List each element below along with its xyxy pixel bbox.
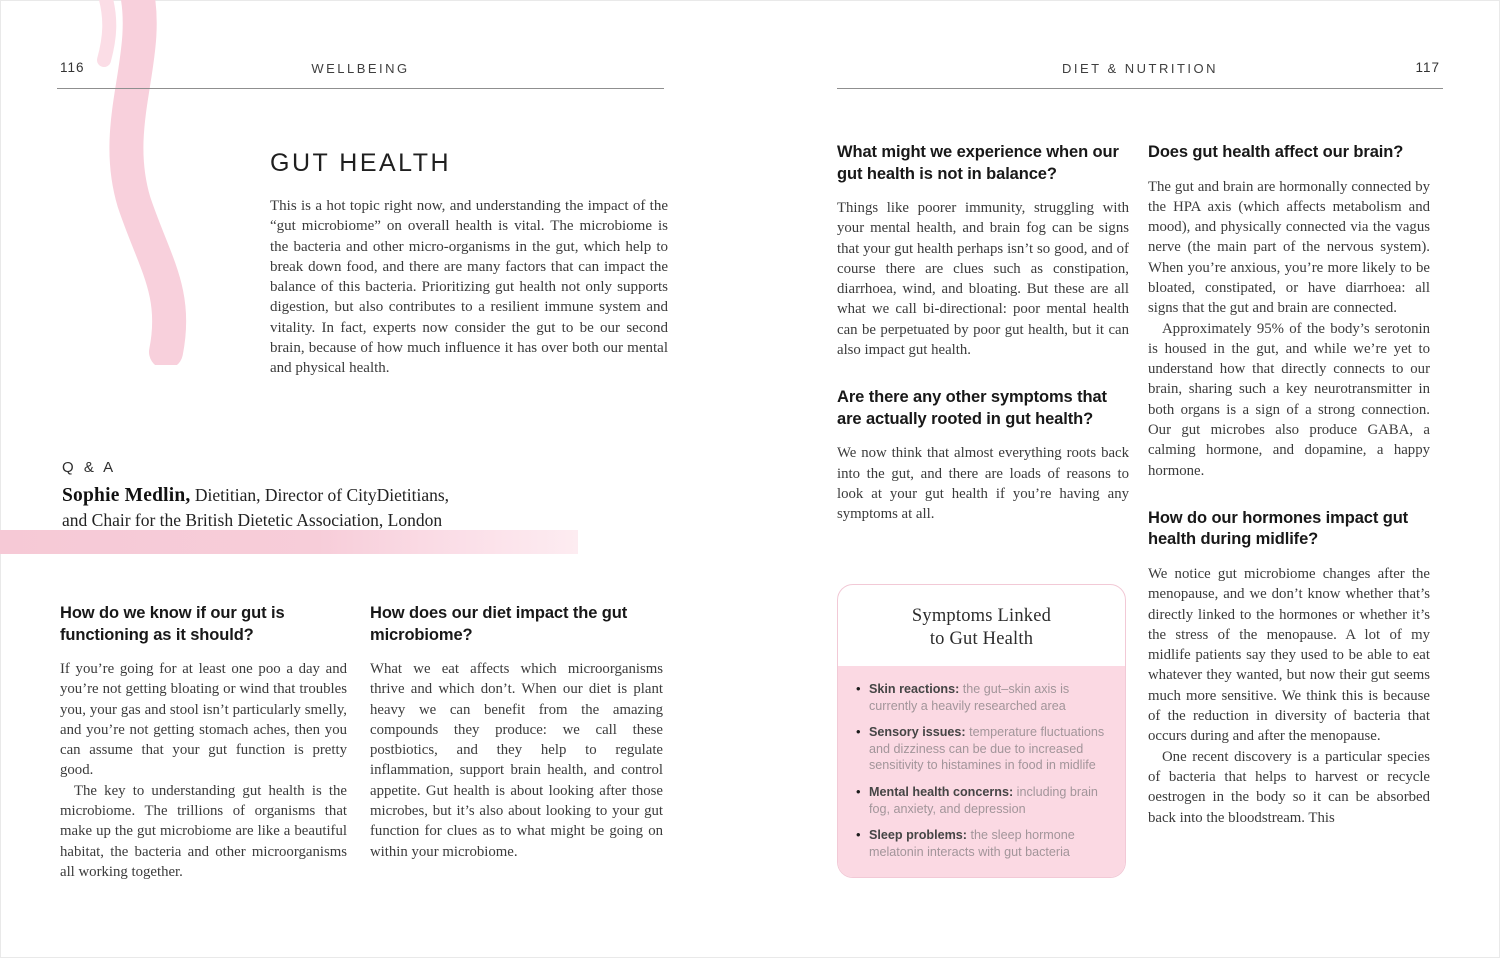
left-section-title: WELLBEING <box>311 61 410 76</box>
symptom-label: Sleep problems: <box>869 828 967 843</box>
right-column-2 <box>1148 142 1430 828</box>
symptom-text: temperature fluctuations and dizziness can be due to increased sensitivity to histamines in food in midlife <box>869 725 1105 773</box>
right-page-number: 117 <box>1415 60 1440 75</box>
question-heading: How do we know if our gut is functioning as it should? <box>60 604 285 644</box>
symptom-text: the gut–skin axis is currently a heavily researched area <box>869 682 1070 713</box>
author-role-continued: and Chair for the British Dietetic Association, London <box>62 510 443 530</box>
author-line <box>62 483 622 508</box>
right-section-title: DIET & NUTRITION <box>1061 61 1219 76</box>
answer-paragraph: Things like poorer immunity, struggling with your mental health, and brain fog can be signs that your gut health perhaps isn’t so good, and of course there are clues such as constipation, diarrhoea, wind, and bloating. But these are all what we call bi-directional: poor mental health can be perpetuated by poor gut health, but it can also impact gut health. <box>837 200 1129 359</box>
qa-block <box>62 459 622 533</box>
right-column-1 <box>837 142 1129 525</box>
symptoms-card-body <box>838 666 1125 877</box>
left-page-number: 116 <box>60 60 85 75</box>
answer-paragraph: One recent discovery is a particular species of bacteria that helps to harvest or recycle oestrogen in the body so it can be absorbed back into the bloodstream. This <box>1148 748 1430 826</box>
symptoms-card <box>837 584 1126 878</box>
question-heading: How does our diet impact the gut microbiome? <box>370 604 628 644</box>
left-column-1 <box>60 603 347 882</box>
symptom-label: Sensory issues: <box>869 725 966 740</box>
author-role: Dietitian, Director of CityDietitians, <box>194 485 450 505</box>
symptom-text: including brain fog, anxiety, and depression <box>869 784 1098 816</box>
symptoms-card-title-line2: to Gut Health <box>929 629 1034 649</box>
question-heading: Does gut health affect our brain? <box>1148 143 1404 161</box>
answer-paragraph: We now think that almost everything roots back into the gut, and there are loads of reasons to look at your gut health if you’re having any symptoms at all. <box>837 445 1129 523</box>
answer-paragraph: If you’re going for at least one poo a day and you’re not getting bloating or wind that troubles you, your gas and stool isn’t particularly smelly, and you’re not getting stomach aches, then you can assume that your gut function is pretty good. <box>60 661 347 779</box>
qa-section <box>837 387 1129 524</box>
qa-section <box>60 603 347 882</box>
qa-section <box>1148 142 1430 481</box>
symptom-list-item <box>856 784 1111 817</box>
left-column-2 <box>370 603 663 862</box>
question-heading: Are there any other symptoms that are actually rooted in gut health? <box>837 388 1107 428</box>
chapter-title: GUT HEALTH <box>270 148 452 177</box>
symptom-list-item <box>856 681 1111 714</box>
qa-section <box>370 603 663 862</box>
author-name: Sophie Medlin, <box>62 485 191 506</box>
qa-label: Q & A <box>62 459 117 476</box>
symptom-list-item <box>856 827 1111 860</box>
symptom-text: the sleep hormone melatonin interacts with gut bacteria <box>869 828 1075 859</box>
answer-paragraph: Approximately 95% of the body’s serotonin is housed in the gut, and while we’re yet to understand how that directly connects to our brain, sharing such a key neurotransmitter in both organs is a sign of a strong connection. Our gut microbes also produce GABA, a calming hormone, and dopamine, a happy hormone. <box>1148 320 1430 479</box>
qa-section <box>1148 508 1430 828</box>
answer-paragraph: What we eat affects which microorganisms thrive and which don’t. When our diet is plant heavy we can benefit from the amazing compounds they produce: we call these postbiotics, and they help to regulate inflammation, support brain health, and control appetite. Gut health is about looking after those microbes, but it’s also about looking to your gut function for clues as to what might be going on within your microbiome. <box>370 661 663 860</box>
answer-paragraph: The key to understanding gut health is the microbiome. The trillions of organisms that make up the gut microbiome are like a beautiful habitat, the bacteria and other microorganisms all working together. <box>60 782 347 880</box>
symptom-list-item <box>856 724 1111 774</box>
left-page-header <box>57 54 664 89</box>
qa-section <box>837 142 1129 360</box>
question-heading: How do our hormones impact gut health during midlife? <box>1148 508 1409 549</box>
pink-highlight-band <box>0 530 578 554</box>
right-page-header <box>837 54 1443 89</box>
question-heading: What might we experience when our gut health is not in balance? <box>837 143 1119 183</box>
answer-paragraph: We notice gut microbiome changes after the menopause, and we don’t know whether that’s directly linked to the hormones or whether it’s the stress of the menopause. A lot of my midlife patients say they used to be able to eat whatever they wanted, but now their gut seems much more sensitive. We think this is because of the reduction in diversity of bacteria that occurs during and after the menopause. <box>1148 565 1430 745</box>
symptom-label: Skin reactions: <box>869 682 960 696</box>
answer-paragraph: The gut and brain are hormonally connected by the HPA axis (which affects metabolism and mood), and physically connected via the vagus nerve (the main part of the nervous system). When you’re anxious, you’re more likely to be bloated, constipated, or have diarrhoea: all signs that the gut and brain are connected. <box>1148 178 1430 317</box>
symptoms-card-title <box>838 585 1125 666</box>
symptoms-card-title-line1: Symptoms Linked <box>911 606 1052 626</box>
chapter-intro: This is a hot topic right now, and understanding the impact of the “gut microbiome” on overall health is vital. The microbiome is the bacteria and other micro-organisms in the gut, which help to break down food, and there are many factors that can impact the balance of this bacteria. Prioritizing gut health not only supports digestion, but also contributes to a resilient immune system and vitality. In fact, experts now consider the gut to be our second brain, because of how much influence it has over both our mental and physical health. <box>270 198 668 377</box>
symptom-label: Mental health concerns: <box>869 784 1014 799</box>
